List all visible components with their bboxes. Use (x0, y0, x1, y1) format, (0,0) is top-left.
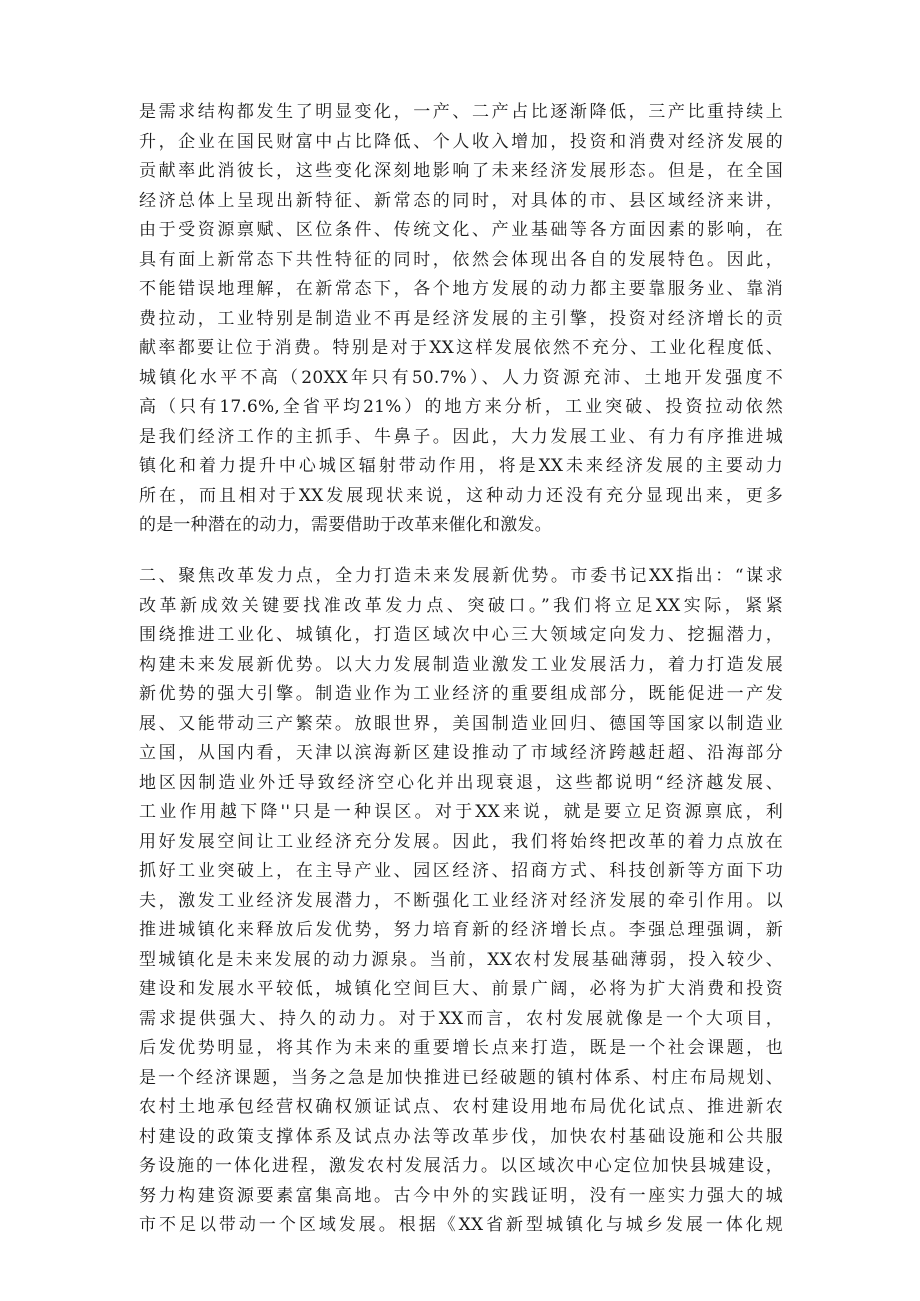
text-line: 务设施的一体化进程，激发农村发展活力。以区域次中心定位加快县城建设， (139, 1156, 783, 1176)
text-line: 围绕推进工业化、城镇化，打造区域次中心三大领域定向发力、挖掘潜力， (139, 625, 783, 645)
text-line: 二、聚焦改革发力点，全力打造未来发展新优势。市委书记XX指出：“谋求 (139, 566, 783, 586)
text-line: 推进城镇化来释放后发优势，努力培育新的经济增长点。李强总理强调，新 (139, 920, 783, 940)
text-line: 工业作用越下降''只是一种误区。对于XX来说，就是要立足资源禀底，利 (139, 802, 783, 822)
text-line: 献率都要让位于消费。特别是对于XX这样发展依然不充分、工业化程度低、 (139, 338, 783, 358)
text-line: 高（只有17.6%,全省平均21%）的地方来分析，工业突破、投资拉动依然 (139, 397, 783, 417)
text-line: 夫，激发工业经济发展潜力，不断强化工业经济对经济发展的牵引作用。以 (139, 890, 783, 911)
text-line: 用好发展空间让工业经济充分发展。因此，我们将始终把改革的着力点放在 (139, 831, 783, 852)
text-line: 是我们经济工作的主抓手、牛鼻子。因此，大力发展工业、有力有序推进城 (139, 426, 783, 447)
text-line: 后发优势明显，将其作为未来的重要增长点来打造，既是一个社会课题，也 (139, 1038, 783, 1058)
text-line: 展、又能带动三产繁荣。放眼世界，美国制造业回归、德国等国家以制造业 (139, 713, 783, 734)
paragraph-reform-focus (139, 562, 783, 1241)
text-line: 农村土地承包经营权确权颁证试点、农村建设用地布局优化试点、推进新农 (139, 1097, 783, 1117)
text-line: 经济总体上呈现出新特征、新常态的同时，对具体的市、县区域经济来讲， (139, 190, 783, 211)
text-line: 费拉动，工业特别是制造业不再是经济发展的主引擎，投资对经济增长的贡 (139, 308, 783, 329)
text-line: 是需求结构都发生了明显变化，一产、二产占比逐渐降低，三产比重持续上 (139, 102, 783, 122)
text-line: 抓好工业突破上，在主导产业、园区经济、招商方式、科技创新等方面下功 (139, 861, 783, 881)
text-line: 镇化和着力提升中心城区辐射带动作用，将是XX未来经济发展的主要动力 (139, 456, 783, 476)
text-line: 由于受资源禀赋、区位条件、传统文化、产业基础等各方面因素的影响，在 (139, 220, 783, 240)
text-line: 型城镇化是未来发展的动力源泉。当前，XX农村发展基础薄弱，投入较少、 (139, 949, 783, 970)
text-line: 所在，而且相对于XX发展现状来说，这种动力还没有充分显现出来，更多 (139, 485, 783, 506)
text-line: 村建设的政策支撑体系及试点办法等改革步伐，加快农村基础设施和公共服 (139, 1126, 783, 1147)
text-line: 市不足以带动一个区域发展。根据《XX省新型城镇化与城乡发展一体化规 (139, 1215, 783, 1235)
text-line: 贡献率此消彼长，这些变化深刻地影响了未来经济发展形态。但是，在全国 (139, 161, 783, 181)
text-line: 立国，从国内看，天津以滨海新区建设推动了市域经济跨越赶超、沿海部分 (139, 743, 783, 763)
text-line: 构建未来发展新优势。以大力发展制造业激发工业发展活力，着力打造发展 (139, 654, 783, 675)
text-line: 是一个经济课题，当务之急是加快推进已经破题的镇村体系、村庄布局规划、 (139, 1067, 783, 1088)
paragraph-economic-new-normal (139, 98, 783, 541)
text-line: 需求提供强大、持久的动力。对于XX而言，农村发展就像是一个大项目， (139, 1008, 783, 1029)
text-line: 的是一种潜在的动力，需要借助于改革来催化和激发。 (139, 515, 552, 535)
text-line: 具有面上新常态下共性特征的同时，依然会体现出各自的发展特色。因此， (139, 249, 783, 270)
text-line: 新优势的强大引擎。制造业作为工业经济的重要组成部分，既能促进一产发 (139, 684, 783, 704)
text-line: 不能错误地理解，在新常态下，各个地方发展的动力都主要靠服务业、靠消 (139, 279, 783, 299)
text-line: 改革新成效关键要找准改革发力点、突破口。”我们将立足XX实际，紧紧 (139, 595, 783, 616)
text-line: 城镇化水平不高（20XX年只有50.7%）、人力资源充沛、土地开发强度不 (139, 367, 783, 388)
text-line: 努力构建资源要素富集高地。古今中外的实践证明，没有一座实力强大的城 (139, 1185, 783, 1206)
text-line: 建设和发展水平较低，城镇化空间巨大、前景广阔，必将为扩大消费和投资 (139, 979, 783, 999)
text-line: 地区因制造业外迁导致经济空心化并出现衰退，这些都说明“经济越发展、 (139, 772, 783, 793)
text-line: 升，企业在国民财富中占比降低、个人收入增加，投资和消费对经济发展的 (139, 131, 783, 152)
